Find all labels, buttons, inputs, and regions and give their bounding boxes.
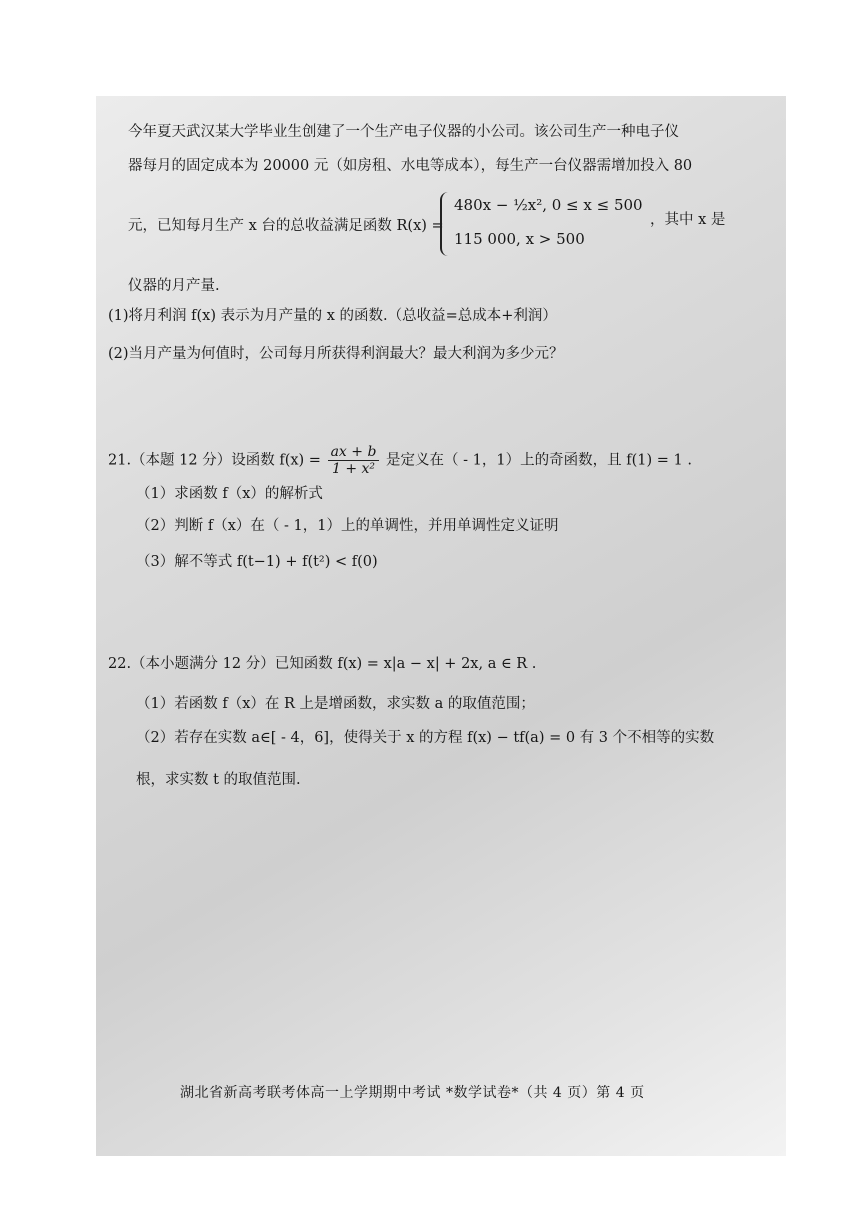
intro-line-4: 仪器的月产量. — [128, 278, 220, 294]
left-brace — [440, 192, 452, 256]
intro-line-3-post: ，其中 x 是 — [650, 212, 726, 228]
piecewise-case-2: 115 000, x > 500 — [454, 230, 585, 248]
q20-part-1: (1)将月利润 f(x) 表示为月产量的 x 的函数.（总收益=总成本+利润） — [108, 308, 557, 324]
q21-part-2: （2）判断 f（x）在（ - 1，1）上的单调性，并用单调性定义证明 — [136, 518, 559, 534]
q21-fraction-numerator: ax + b — [328, 444, 380, 461]
piecewise-case-1: 480x − ½x², 0 ≤ x ≤ 500 — [454, 196, 643, 214]
q21-part-3: （3）解不等式 f(t−1) + f(t²) < f(0) — [136, 554, 378, 570]
intro-line-2: 器每月的固定成本为 20000 元（如房租、水电等成本），每生产一台仪器需增加投入 80 — [128, 158, 693, 174]
q21-header — [108, 444, 692, 477]
q22-part-2-continued: 根，求实数 t 的取值范围. — [136, 772, 301, 788]
q21-fraction-denominator: 1 + x² — [331, 461, 376, 477]
page-footer: 湖北省新高考联考体高一上学期期中考试 *数学试卷*（共 4 页）第 4 页 — [180, 1085, 645, 1101]
intro-line-3-pre: 元，已知每月生产 x 台的总收益满足函数 R(x) = — [128, 218, 444, 234]
q21-header-pre: 21.（本题 12 分）设函数 f(x) = — [108, 452, 321, 469]
intro-line-1: 今年夏天武汉某大学毕业生创建了一个生产电子仪器的小公司。该公司生产一种电子仪 — [128, 124, 679, 140]
q22-header: 22.（本小题满分 12 分）已知函数 f(x) = x|a − x| + 2x, a ∈ R . — [108, 656, 537, 672]
q20-part-2: (2)当月产量为何值时，公司每月所获得利润最大？最大利润为多少元？ — [108, 346, 564, 362]
q22-part-1: （1）若函数 f（x）在 R 上是增函数，求实数 a 的取值范围； — [136, 696, 535, 712]
intro-line-3 — [128, 216, 444, 236]
q21-part-1: （1）求函数 f（x）的解析式 — [136, 486, 323, 502]
q21-fraction — [328, 444, 380, 477]
q21-header-post: 是定义在（ - 1，1）上的奇函数，且 f(1) = 1 . — [386, 452, 692, 469]
q22-part-2: （2）若存在实数 a∈[ - 4，6]，使得关于 x 的方程 f(x) − tf(a) = 0 有 3 个不相等的实数 — [136, 730, 715, 746]
